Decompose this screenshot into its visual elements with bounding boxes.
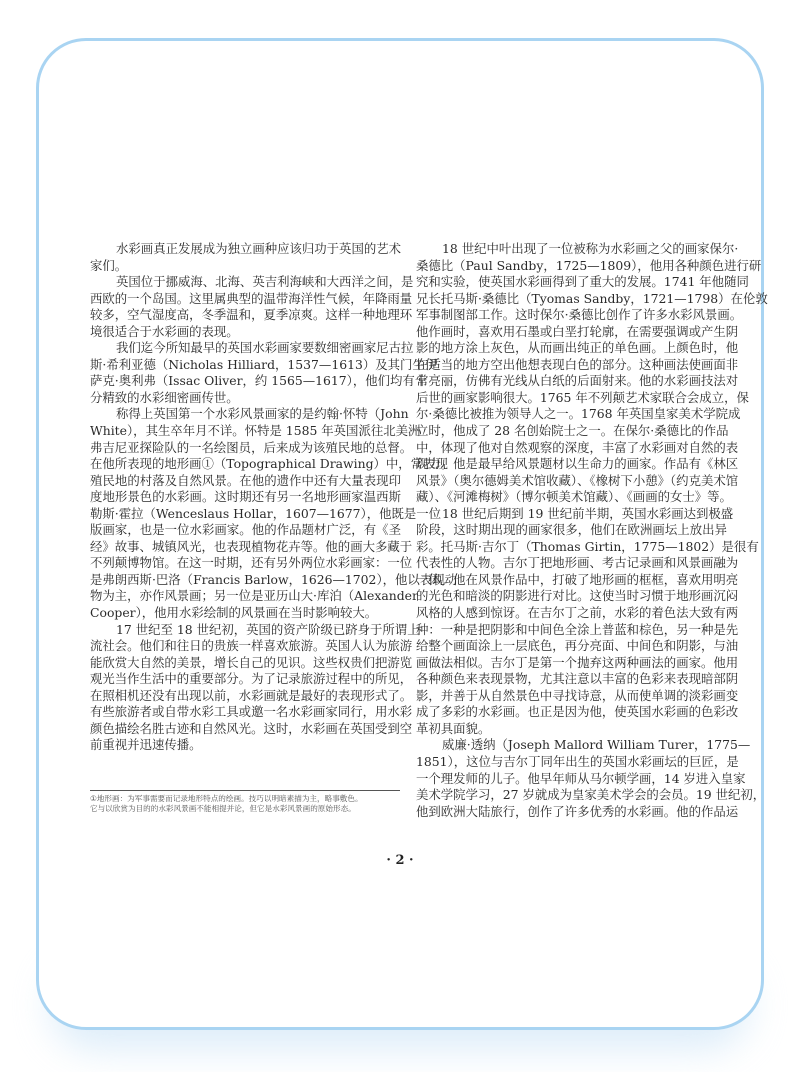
text-line: 后世的画家影响很大。1765 年不列颠艺术家联合会成立，保 — [416, 389, 749, 405]
text-line: 影的地方涂上灰色，从而画出纯正的单色画。上颜色时，他 — [416, 340, 739, 356]
text-line: 一个理发师的儿子。他早年师从马尔顿学画，14 岁进入皇家 — [416, 770, 746, 786]
text-line: Cooper），他用水彩绘制的风景画在当时影响较大。 — [90, 605, 378, 621]
text-line: 给整个画面涂上一层底色，再分亮面、中间色和阴影，与油 — [416, 638, 739, 654]
text-line: 种：一种是把阴影和中间色全涂上普蓝和棕色，另一种是先 — [416, 621, 739, 637]
text-line: 代表性的人物。吉尔丁把地形画、考古记录画和风景画融为 — [416, 555, 739, 571]
text-line: 殖民地的村落及自然风景。在他的遗作中还有大量表现印 — [90, 472, 401, 488]
text-line: 在照相机还没有出现以前，水彩画就是最好的表现形式了。 — [90, 687, 413, 703]
text-line: 是弗朗西斯·巴洛（Francis Barlow，1626—1702），他以表现动 — [90, 571, 457, 587]
text-line: 尔·桑德比被推为领导人之一。1768 年英国皇家美术学院成 — [416, 406, 741, 422]
text-line: 威廉·透纳（Joseph Mallord William Turer，1775— — [442, 737, 751, 753]
text-line: 中，体现了他对自然观察的深度，丰富了水彩画对自然的表 — [416, 439, 739, 455]
text-line: 较多，空气湿度高，冬季温和，夏季凉爽。这样一种地理环 — [90, 307, 413, 323]
text-line: 风格的人感到惊讶。在吉尔丁之前，水彩的着色法大致有两 — [416, 605, 739, 621]
text-line: 究和实验，使英国水彩画得到了重大的发展。1741 年他随同 — [416, 274, 749, 290]
text-line: 阶段，这时期出现的画家很多，他们在欧洲画坛上放出异 — [416, 522, 727, 538]
text-line: 1851），这位与吉尔丁同年出生的英国水彩画坛的巨匠，是 — [416, 753, 739, 769]
text-line: 能欣赏大自然的美景，增长自己的见识。这些权贵们把游览 — [90, 654, 413, 670]
text-line: 弗吉尼亚探险队的一名绘图员，后来成为该殖民地的总督。 — [90, 439, 413, 455]
text-line: 萨克·奥利弗（Issac Oliver，约 1565—1617），他们均有十 — [90, 373, 428, 389]
text-line: 在适当的地方空出他想表现白色的部分。这种画法使画面非 — [416, 356, 739, 372]
text-line: 桑德比（Paul Sandby，1725—1809），他用各种颜色进行研 — [416, 257, 762, 273]
text-line: 不列颠博物馆。在这一时期，还有另外两位水彩画家：一位 — [90, 555, 413, 571]
text-line: 版画家，也是一位水彩画家。他的作品题材广泛，有《圣 — [90, 522, 401, 538]
text-line: 家们。 — [90, 257, 128, 273]
paragraph — [416, 505, 759, 738]
text-line: 观光当作生活中的重要部分。为了记录旅游过程中的所见， — [90, 671, 413, 687]
text-line: 军事制图部工作。这时保尔·桑德比创作了许多水彩风景画。 — [416, 307, 743, 323]
text-line: 彩。托马斯·吉尔丁（Thomas Girtin，1775—1802）是很有 — [416, 538, 759, 554]
footnote-line: ①地形画：为军事需要而记录地形特点的绘画。技巧以明暗素描为主，略事敷色。 — [90, 794, 363, 803]
text-line: 18 世纪后期到 19 世纪前半期，英国水彩画达到极盛 — [442, 505, 734, 521]
text-line: 我们迄今所知最早的英国水彩画家要数细密画家尼古拉 — [116, 340, 414, 356]
text-line: 18 世纪中叶出现了一位被称为水彩画之父的画家保尔· — [442, 241, 739, 256]
text-line: 水彩画真正发展成为独立画种应该归功于英国的艺术 — [116, 241, 402, 256]
text-line: 英国位于挪威海、北海、英吉利海峡和大西洋之间，是 — [116, 274, 414, 290]
right-text-column — [416, 241, 768, 820]
text-line: 有些旅游者或自带水彩工具或邀一名水彩画家同行，用水彩 — [90, 704, 413, 720]
text-line: 勒斯·霍拉（Wenceslaus Hollar，1607—1677），他既是一位 — [90, 505, 442, 521]
text-line: 现力。他是最早给风景题材以生命力的画家。作品有《林区 — [416, 456, 739, 472]
text-line: 影，并善于从自然景色中寻找诗意，从而使单调的淡彩画变 — [416, 687, 739, 703]
text-line: 斯·希利亚德（Nicholas Hilliard，1537—1613）及其门生伊 — [90, 356, 438, 372]
paragraph — [90, 406, 457, 621]
text-line: 度地形景色的水彩画。这时期还有另一名地形画家温西斯 — [90, 489, 401, 505]
text-line: 各种颜色来表现景物，尤其注意以丰富的色彩来表现暗部阴 — [416, 671, 739, 687]
text-line: 称得上英国第一个水彩风景画家的是约翰·怀特（John — [116, 406, 409, 422]
text-line: 风景》（奥尔德姆美术馆收藏）、《橡树下小憩》（约克美术馆 — [416, 472, 739, 488]
text-line: 画做法相似。吉尔丁是第一个抛弃这两种画法的画家。他用 — [416, 654, 739, 670]
text-line: 一体。他在风景作品中，打破了地形画的框框，喜欢用明亮 — [416, 571, 739, 587]
text-line: 17 世纪至 18 世纪初，英国的资产阶级已跻身于所谓上 — [116, 621, 420, 637]
page-number: · 2 · — [386, 853, 414, 868]
text-line: 立时，他成了 28 名创始院士之一。在保尔·桑德比的作品 — [416, 423, 729, 439]
text-line: 兄长托马斯·桑德比（Tyomas Sandby，1721—1798）在伦敦 — [416, 290, 768, 306]
text-line: 的光色和暗淡的阴影进行对比。这使当时习惯于地形画沉闷 — [416, 588, 739, 604]
paragraph — [90, 274, 414, 340]
text-line: 藏）、《河滩梅树》（博尔顿美术馆藏）、《画画的女士》等。 — [416, 489, 732, 505]
paragraph — [90, 340, 438, 406]
text-line: 他作画时，喜欢用石墨或白垩打轮廓，在需要强调或产生阴 — [416, 323, 739, 339]
text-line: 在他所表现的地形画①（Topographical Drawing）中，常表现 — [90, 456, 448, 472]
paragraph — [416, 737, 766, 820]
text-line: 经》故事、城镇风光，也表现植物花卉等。他的画大多藏于 — [90, 538, 413, 554]
text-line: 他到欧洲大陆旅行，创作了许多优秀的水彩画。他的作品运 — [416, 803, 739, 819]
text-line: 成了多彩的水彩画。也正是因为他，使英国水彩画的色彩改 — [416, 704, 739, 720]
text-line: 常亮丽，仿佛有光线从白纸的后面射来。他的水彩画技法对 — [416, 373, 739, 389]
text-line: 物为主，亦作风景画；另一位是亚历山大·库泊（Alexander — [90, 588, 418, 604]
text-line: 流社会。他们和往日的贵族一样喜欢旅游。英国人认为旅游 — [90, 638, 413, 654]
paragraph — [90, 621, 420, 754]
text-line: 西欧的一个岛国。这里属典型的温带海洋性气候，年降雨量 — [90, 290, 413, 306]
text-line: 革初具面貌。 — [416, 720, 491, 736]
text-line: 分精致的水彩细密画传世。 — [90, 389, 239, 405]
text-line: 前重视并迅速传播。 — [90, 737, 202, 753]
paragraph — [90, 241, 401, 274]
footnote-divider — [90, 790, 400, 791]
footnote — [90, 794, 402, 814]
footnote-line: 它与以欣赏为目的的水彩风景画不能相提并论，但它是水彩风景画的原始形态。 — [90, 804, 356, 813]
text-line: 境很适合于水彩画的表现。 — [90, 323, 239, 339]
text-line: 颜色描绘名胜古迹和自然风光。这时，水彩画在英国受到空 — [90, 720, 413, 736]
text-line: 美术学院学习，27 岁就成为皇家美术学会的会员。19 世纪初， — [416, 787, 766, 803]
text-line: White），其生卒年月不详。怀特是 1585 年英国派往北美洲 — [90, 423, 421, 439]
paragraph — [416, 241, 768, 506]
